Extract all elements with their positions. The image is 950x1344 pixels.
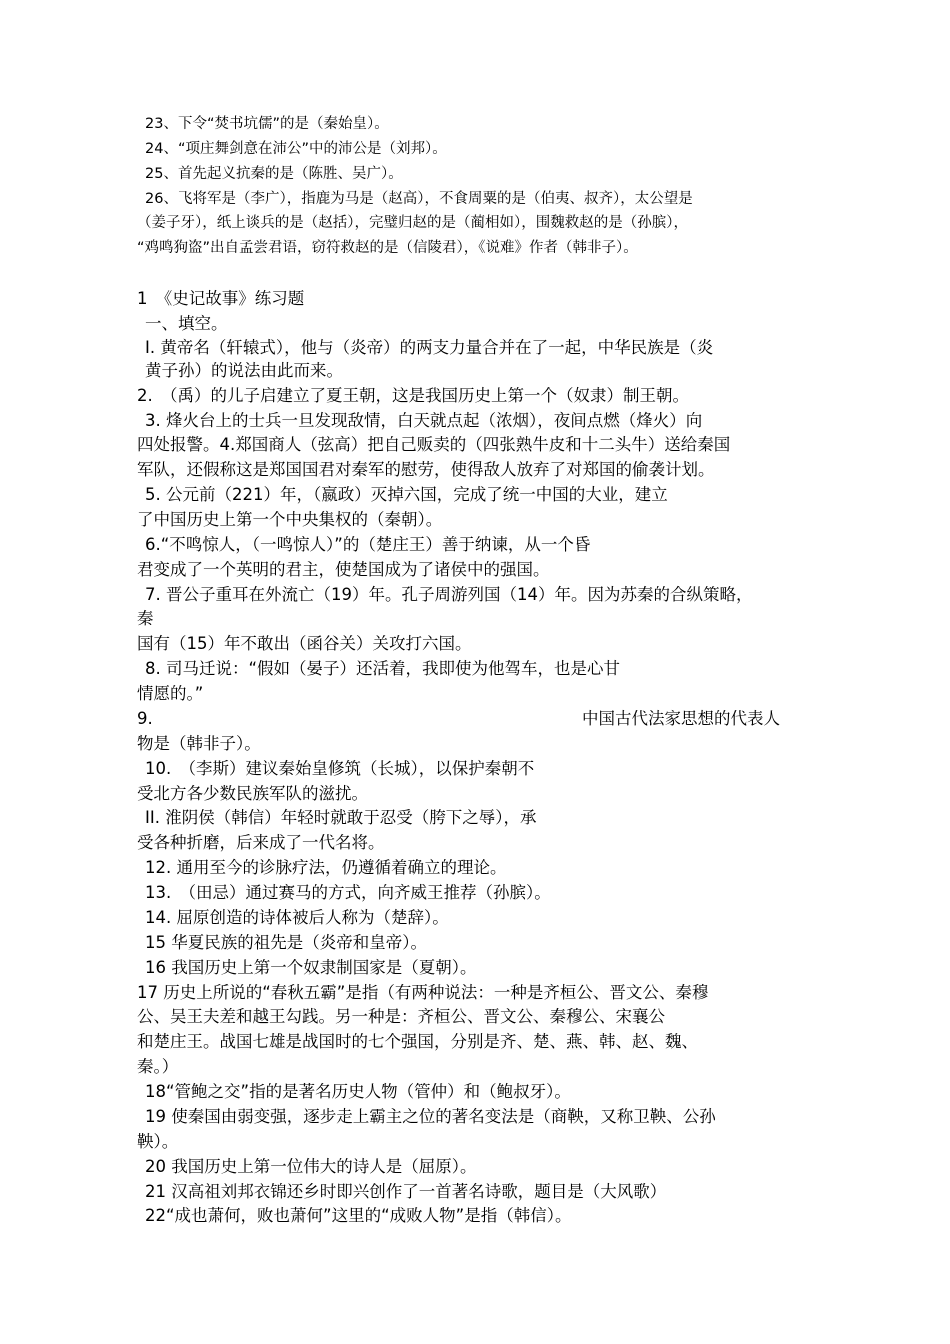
body-line: 17 历史上所说的“春秋五霸”是指（有两种说法：一种是齐桓公、晋文公、秦穆 bbox=[137, 983, 709, 1002]
body-line: 军队，还假称这是郑国国君对秦军的慰劳，使得敌人放弃了对郑国的偷袭计划。 bbox=[137, 460, 715, 479]
body-line: 18“管鲍之交”指的是著名历史人物（管仲）和（鲍叔牙）。 bbox=[145, 1082, 571, 1101]
body-line: 2. （禹）的儿子启建立了夏王朝，这是我国历史上第一个（奴隶）制王朝。 bbox=[137, 386, 689, 405]
section-heading: 一、填空。 bbox=[145, 314, 228, 333]
body-line: 21 汉高祖刘邦衣锦还乡时即兴创作了一首著名诗歌，题目是（大风歌） bbox=[145, 1182, 667, 1201]
body-line: 22“成也萧何，败也萧何”这里的“成败人物”是指（韩信）。 bbox=[145, 1206, 572, 1225]
body-line: 14. 屈原创造的诗体被后人称为（楚辞）。 bbox=[145, 908, 449, 927]
top-line-6: “鸡鸣狗盗”出自孟尝君语，窃符救赵的是（信陵君），《说难》作者（韩非子）。 bbox=[137, 240, 638, 256]
body-line: I. 黄帝名（轩辕式），他与（炎帝）的两支力量合并在了一起，中华民族是（炎 bbox=[145, 338, 714, 357]
body-line: 君变成了一个英明的君主，使楚国成为了诸侯中的强国。 bbox=[137, 560, 550, 579]
top-line-3: 25、首先起义抗秦的是（陈胜、吴广）。 bbox=[145, 166, 403, 182]
body-line: 16 我国历史上第一个奴隶制国家是（夏朝）。 bbox=[145, 958, 477, 977]
body-line: 19 使秦国由弱变强，逐步走上霸主之位的著名变法是（商鞅，又称卫鞅、公孙 bbox=[145, 1107, 716, 1126]
body-line: 5. 公元前（221）年，（嬴政）灭掉六国，完成了统一中国的大业，建立 bbox=[145, 485, 668, 504]
body-line: 鞅）。 bbox=[137, 1132, 179, 1151]
top-line-5: （姜子牙），纸上谈兵的是（赵括），完璧归赵的是（蔺相如），围魏救赵的是（孙膑）， bbox=[137, 215, 688, 231]
body-line: 受北方各少数民族军队的滋扰。 bbox=[137, 784, 368, 803]
body-line: 6.“不鸣惊人，（一鸣惊人）”的（楚庄王）善于纳谏，从一个昏 bbox=[145, 535, 591, 554]
body-line: 中国古代法家思想的代表人 bbox=[582, 709, 780, 728]
body-line: 13. （田忌）通过赛马的方式，向齐威王推荐（孙膑）。 bbox=[145, 883, 551, 902]
body-line: 黄子孙）的说法由此而来。 bbox=[145, 361, 343, 380]
body-line: 15 华夏民族的祖先是（炎帝和皇帝）。 bbox=[145, 933, 427, 952]
body-line: 了中国历史上第一个中央集权的（秦朝）。 bbox=[137, 510, 443, 529]
body-line: 7. 晋公子重耳在外流亡（19）年。孔子周游列国（14）年。因为苏秦的合纵策略， bbox=[145, 585, 753, 604]
body-line: 10. （李斯）建议秦始皇修筑（长城），以保护秦朝不 bbox=[145, 759, 535, 778]
body-line: 四处报警。4.郑国商人（弦高）把自己贩卖的（四张熟牛皮和十二头牛）送给秦国 bbox=[137, 435, 731, 454]
body-line: 3. 烽火台上的士兵一旦发现敌情，白天就点起（浓烟），夜间点燃（烽火）向 bbox=[145, 411, 703, 430]
body-line: 国有（15）年不敢出（函谷关）关攻打六国。 bbox=[137, 634, 472, 653]
top-line-1: 23、下令“焚书坑儒”的是（秦始皇）。 bbox=[145, 116, 389, 132]
body-line: 9. bbox=[137, 709, 153, 728]
body-line: 情愿的。” bbox=[137, 684, 204, 703]
exercise-title: 1 《史记故事》练习题 bbox=[137, 289, 305, 308]
body-line: 物是（韩非子）。 bbox=[137, 734, 261, 753]
body-line: 12. 通用至今的诊脉疗法，仍遵循着确立的理论。 bbox=[145, 858, 507, 877]
body-line: 和楚庄王。战国七雄是战国时的七个强国，分别是齐、楚、燕、韩、赵、魏、 bbox=[137, 1032, 698, 1051]
top-line-2: 24、“项庄舞剑意在沛公”中的沛公是（刘邦）。 bbox=[145, 141, 447, 157]
body-line: 公、吴王夫差和越王勾践。另一种是：齐桓公、晋文公、秦穆公、宋襄公 bbox=[137, 1007, 665, 1026]
body-line: 秦。） bbox=[137, 1057, 179, 1076]
body-line: 20 我国历史上第一位伟大的诗人是（屈原）。 bbox=[145, 1157, 477, 1176]
body-line: 受各种折磨，后来成了一代名将。 bbox=[137, 833, 385, 852]
body-line: 秦 bbox=[137, 609, 154, 628]
body-line: 8. 司马迁说：“假如（晏子）还活着，我即使为他驾车，也是心甘 bbox=[145, 659, 621, 678]
top-line-4: 26、飞将军是（李广），指鹿为马是（赵高），不食周粟的是（伯夷、叔齐），太公望是 bbox=[145, 191, 693, 207]
body-line: II. 淮阴侯（韩信）年轻时就敢于忍受（胯下之辱），承 bbox=[145, 808, 537, 827]
